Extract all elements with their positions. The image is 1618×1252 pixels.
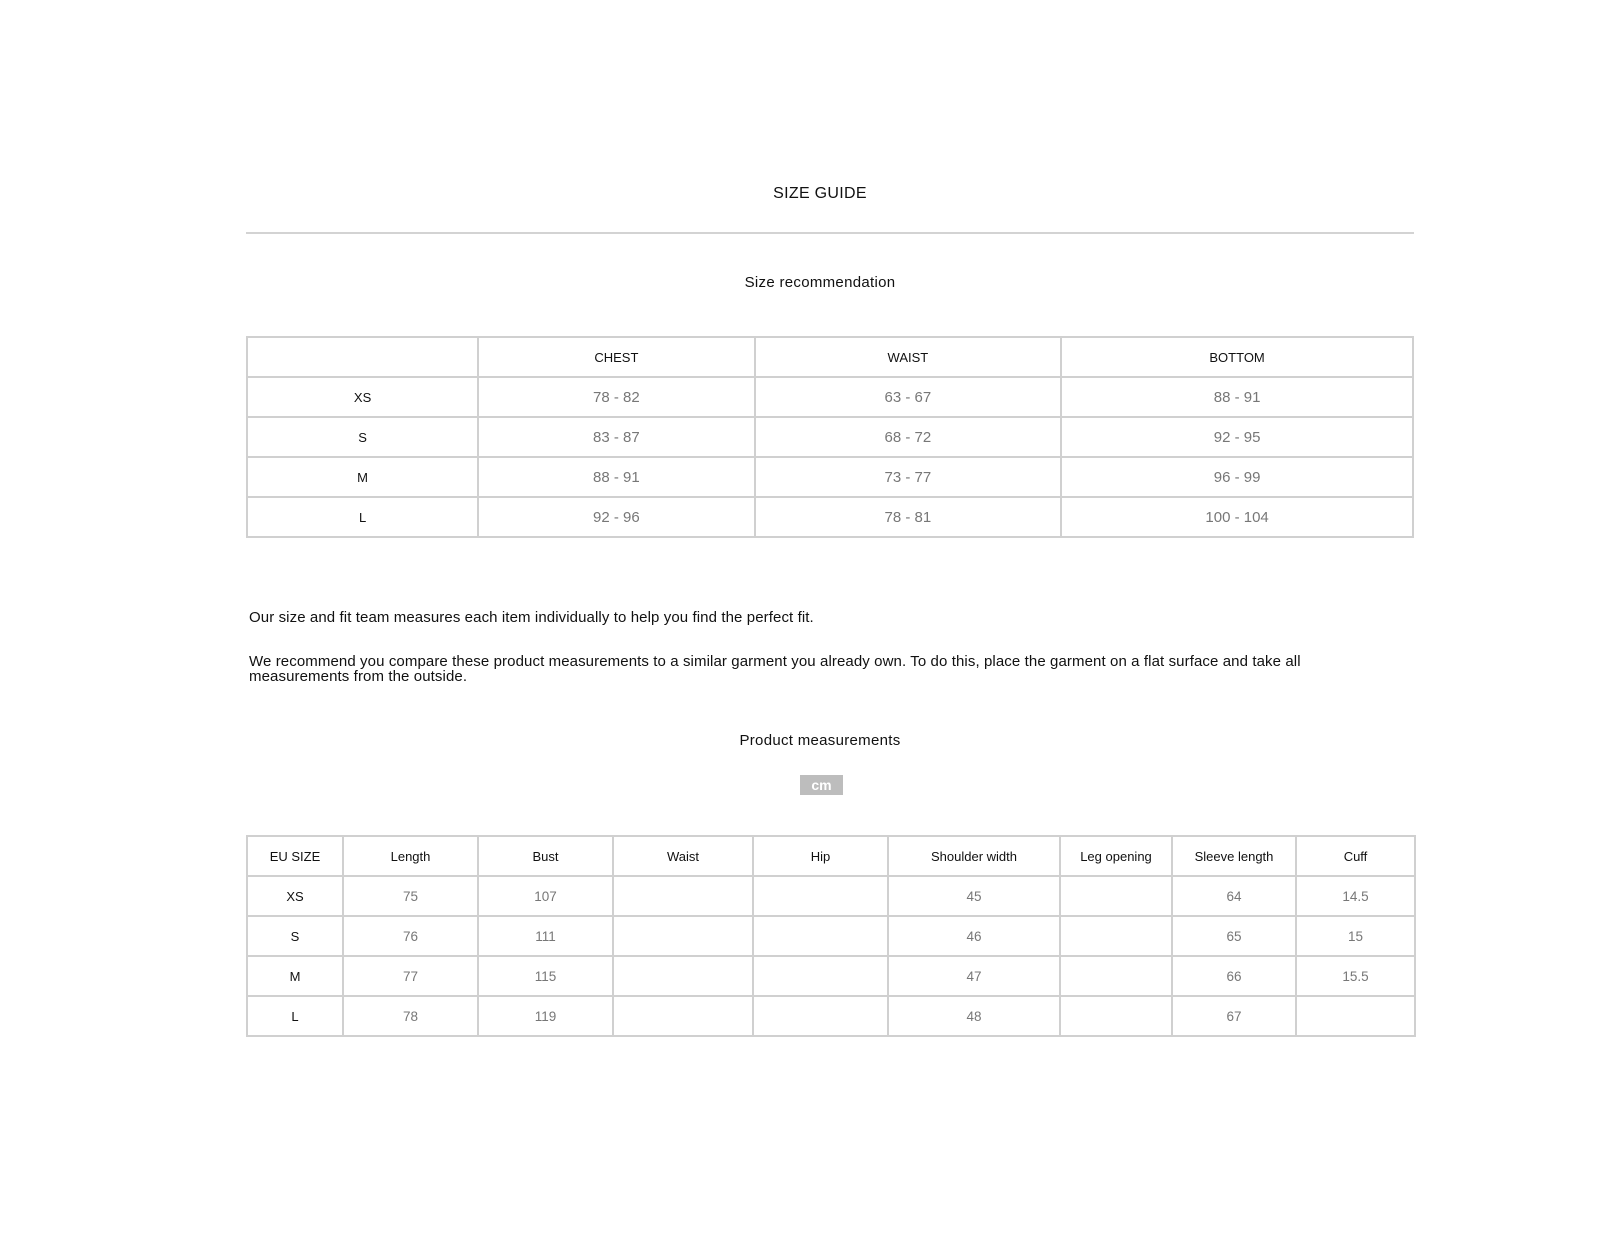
table-header-row [247,836,1415,876]
bust-cell: 119 [478,996,613,1036]
header-cell-chest: CHEST [478,337,754,377]
waist-cell: 63 - 67 [755,377,1062,417]
shoulder-width-cell: 46 [888,916,1060,956]
header-cell-waist: WAIST [755,337,1062,377]
table-row [247,417,1413,457]
page-title: SIZE GUIDE [773,185,867,202]
unit-badge: cm [800,775,843,795]
table-row [247,497,1413,537]
eu-size-cell: S [247,916,343,956]
header-cell-sleeve-length: Sleeve length [1172,836,1296,876]
table-row [247,996,1415,1036]
header-cell-length: Length [343,836,478,876]
length-cell: 76 [343,916,478,956]
sleeve-length-cell: 66 [1172,956,1296,996]
cuff-cell: 15 [1296,916,1415,956]
chest-cell: 83 - 87 [478,417,754,457]
size-cell: XS [247,377,478,417]
hip-cell [753,956,888,996]
chest-cell: 78 - 82 [478,377,754,417]
shoulder-width-cell: 45 [888,876,1060,916]
waist-cell [613,956,753,996]
waist-cell: 73 - 77 [755,457,1062,497]
sleeve-length-cell: 65 [1172,916,1296,956]
length-cell: 78 [343,996,478,1036]
shoulder-width-cell: 48 [888,996,1060,1036]
leg-opening-cell [1060,956,1172,996]
sleeve-length-cell: 67 [1172,996,1296,1036]
waist-cell: 78 - 81 [755,497,1062,537]
product-measurements-table [246,835,1416,1037]
chest-cell: 92 - 96 [478,497,754,537]
size-cell: M [247,457,478,497]
size-recommendation-table [246,336,1414,538]
waist-cell: 68 - 72 [755,417,1062,457]
waist-cell [613,996,753,1036]
title-divider [246,232,1414,234]
cuff-cell: 14.5 [1296,876,1415,916]
header-cell-bust: Bust [478,836,613,876]
bottom-cell: 92 - 95 [1061,417,1413,457]
leg-opening-cell [1060,996,1172,1036]
cuff-cell [1296,996,1415,1036]
header-cell-size [247,337,478,377]
waist-cell [613,916,753,956]
eu-size-cell: XS [247,876,343,916]
header-cell-shoulder-width: Shoulder width [888,836,1060,876]
eu-size-cell: L [247,996,343,1036]
cuff-cell: 15.5 [1296,956,1415,996]
hip-cell [753,996,888,1036]
bottom-cell: 96 - 99 [1061,457,1413,497]
bust-cell: 107 [478,876,613,916]
leg-opening-cell [1060,876,1172,916]
fit-team-paragraph: Our size and fit team measures each item individually to help you find the perfect fit. [249,609,814,626]
length-cell: 75 [343,876,478,916]
table-row [247,457,1413,497]
waist-cell [613,876,753,916]
leg-opening-cell [1060,916,1172,956]
hip-cell [753,876,888,916]
eu-size-cell: M [247,956,343,996]
table-row [247,876,1415,916]
size-cell: S [247,417,478,457]
header-cell-eu-size: EU SIZE [247,836,343,876]
table-row [247,916,1415,956]
bottom-cell: 88 - 91 [1061,377,1413,417]
header-cell-hip: Hip [753,836,888,876]
size-cell: L [247,497,478,537]
table-row [247,377,1413,417]
header-cell-cuff: Cuff [1296,836,1415,876]
size-recommendation-heading: Size recommendation [744,274,896,291]
product-measurements-heading: Product measurements [739,732,901,749]
header-cell-waist: Waist [613,836,753,876]
header-cell-bottom: BOTTOM [1061,337,1413,377]
length-cell: 77 [343,956,478,996]
bust-cell: 111 [478,916,613,956]
sleeve-length-cell: 64 [1172,876,1296,916]
shoulder-width-cell: 47 [888,956,1060,996]
table-row [247,956,1415,996]
chest-cell: 88 - 91 [478,457,754,497]
compare-paragraph: We recommend you compare these product measurements to a similar garment you already own. To do this, place the garment on a flat surface and take all measurements from the outside. [249,653,1301,685]
header-cell-leg-opening: Leg opening [1060,836,1172,876]
bottom-cell: 100 - 104 [1061,497,1413,537]
hip-cell [753,916,888,956]
table-header-row [247,337,1413,377]
bust-cell: 115 [478,956,613,996]
